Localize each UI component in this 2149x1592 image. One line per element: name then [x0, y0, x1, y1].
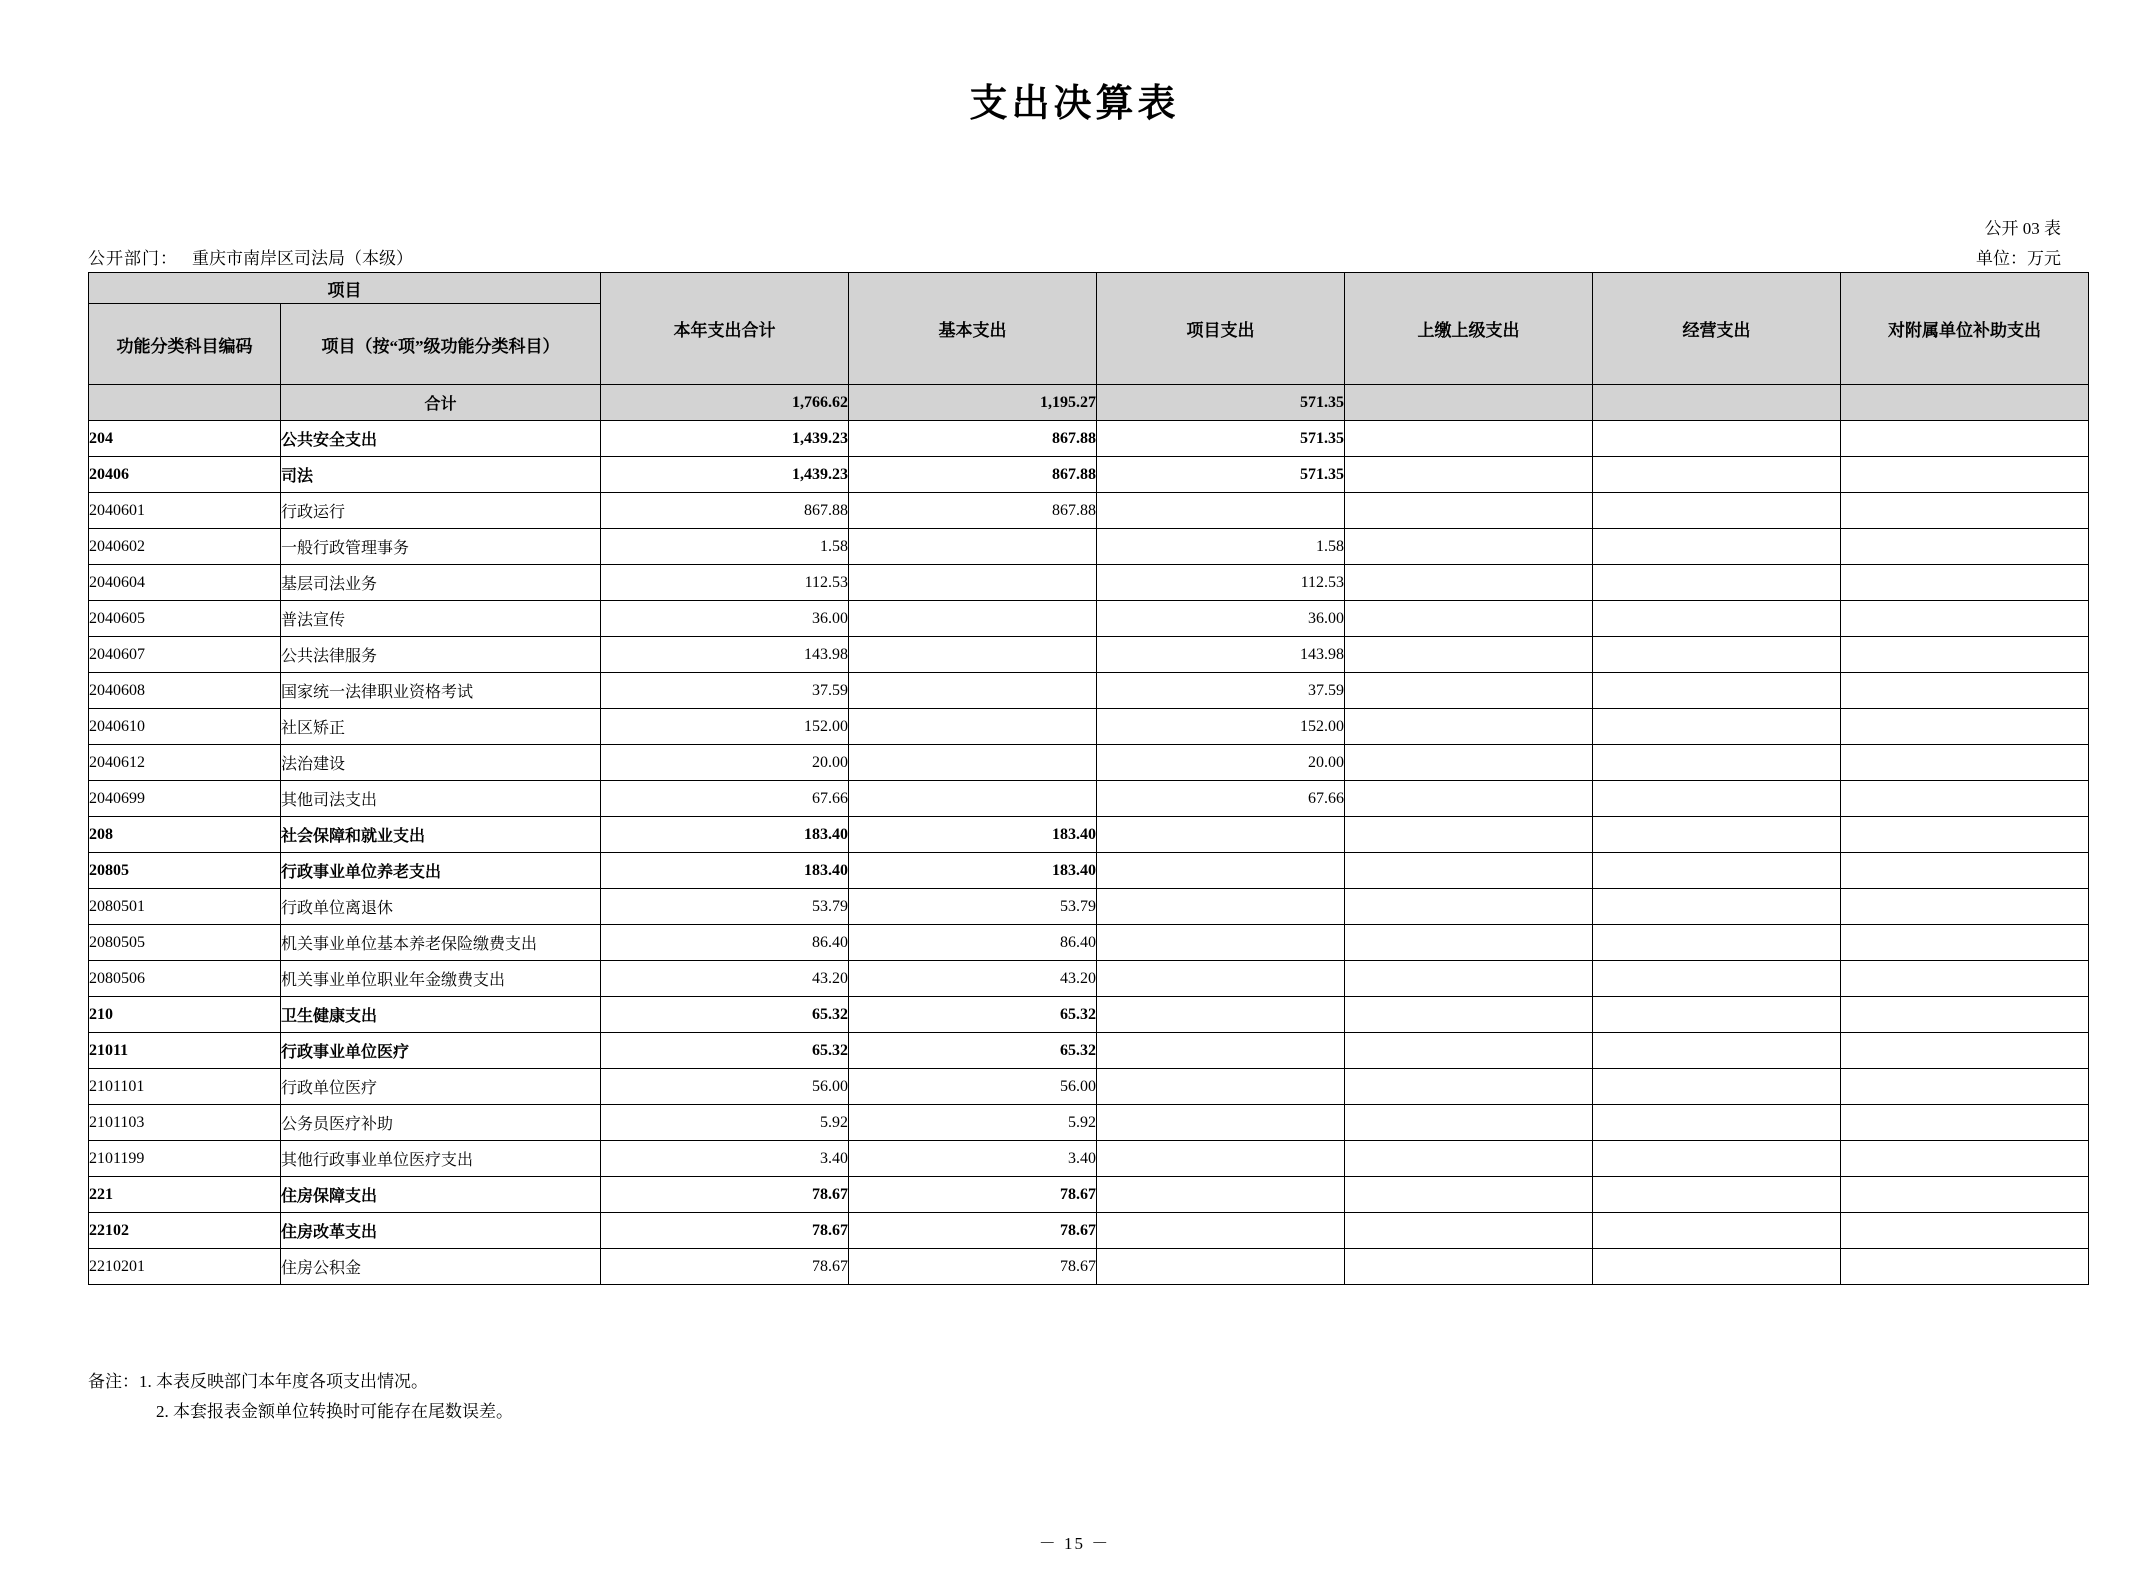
cell-basic [849, 781, 1097, 817]
cell-upper-remit [1345, 421, 1593, 457]
cell-subsidy [1841, 529, 2089, 565]
cell-upper-remit [1345, 709, 1593, 745]
cell-subsidy [1841, 997, 2089, 1033]
cell-upper-remit [1345, 1033, 1593, 1069]
cell-subsidy [1841, 853, 2089, 889]
table-row [89, 1141, 2089, 1177]
table-row [89, 493, 2089, 529]
cell-function-code: 2080506 [89, 961, 281, 997]
cell-function-code: 2040699 [89, 781, 281, 817]
cell-total: 78.67 [601, 1249, 849, 1285]
cell-total: 67.66 [601, 781, 849, 817]
cell-business [1593, 1105, 1841, 1141]
cell-total: 78.67 [601, 1213, 849, 1249]
cell-basic [849, 673, 1097, 709]
cell-item-name: 国家统一法律职业资格考试 [281, 673, 601, 709]
cell-total: 143.98 [601, 637, 849, 673]
cell-upper-remit [1345, 637, 1593, 673]
cell-upper-remit [1345, 1177, 1593, 1213]
cell-project [1097, 1177, 1345, 1213]
cell-function-code: 2101199 [89, 1141, 281, 1177]
cell-subsidy [1841, 421, 2089, 457]
cell-project: 571.35 [1097, 385, 1345, 421]
cell-subsidy [1841, 817, 2089, 853]
header-subsidy: 对附属单位补助支出 [1841, 273, 2089, 385]
cell-subsidy [1841, 385, 2089, 421]
cell-project: 20.00 [1097, 745, 1345, 781]
cell-basic [849, 637, 1097, 673]
cell-project [1097, 889, 1345, 925]
cell-business [1593, 961, 1841, 997]
cell-project [1097, 961, 1345, 997]
cell-business [1593, 853, 1841, 889]
page-title: 支出决算表 [969, 83, 1180, 125]
header-function-code: 功能分类科目编码 [89, 304, 281, 385]
cell-basic [849, 745, 1097, 781]
cell-business [1593, 673, 1841, 709]
table-row [89, 457, 2089, 493]
cell-project [1097, 853, 1345, 889]
header-basic: 基本支出 [849, 273, 1097, 385]
cell-function-code: 2040604 [89, 565, 281, 601]
cell-business [1593, 1249, 1841, 1285]
cell-basic: 867.88 [849, 457, 1097, 493]
cell-project: 67.66 [1097, 781, 1345, 817]
table-notes [88, 1367, 513, 1427]
table-row [89, 601, 2089, 637]
cell-upper-remit [1345, 817, 1593, 853]
cell-total: 152.00 [601, 709, 849, 745]
cell-total: 53.79 [601, 889, 849, 925]
cell-total: 1.58 [601, 529, 849, 565]
cell-business [1593, 1069, 1841, 1105]
cell-item-name: 行政事业单位养老支出 [281, 853, 601, 889]
form-meta [1976, 214, 2061, 274]
cell-project [1097, 1141, 1345, 1177]
table-row [89, 925, 2089, 961]
cell-subsidy [1841, 565, 2089, 601]
cell-subsidy [1841, 781, 2089, 817]
cell-project [1097, 997, 1345, 1033]
table-header [89, 273, 2089, 385]
cell-subsidy [1841, 601, 2089, 637]
table-row [89, 781, 2089, 817]
cell-basic: 867.88 [849, 421, 1097, 457]
table-row [89, 529, 2089, 565]
table-row [89, 1177, 2089, 1213]
cell-total: 56.00 [601, 1069, 849, 1105]
cell-basic: 86.40 [849, 925, 1097, 961]
cell-subsidy [1841, 493, 2089, 529]
cell-total: 1,439.23 [601, 457, 849, 493]
cell-item-name: 其他行政事业单位医疗支出 [281, 1141, 601, 1177]
cell-total: 65.32 [601, 1033, 849, 1069]
header-total: 本年支出合计 [601, 273, 849, 385]
cell-total: 183.40 [601, 817, 849, 853]
cell-basic: 3.40 [849, 1141, 1097, 1177]
cell-upper-remit [1345, 1069, 1593, 1105]
note-line-1: 备注：1. 本表反映部门本年度各项支出情况。 [88, 1372, 428, 1391]
cell-total: 86.40 [601, 925, 849, 961]
cell-total: 112.53 [601, 565, 849, 601]
cell-basic: 183.40 [849, 817, 1097, 853]
cell-subsidy [1841, 1105, 2089, 1141]
cell-function-code [89, 385, 281, 421]
cell-function-code: 2101101 [89, 1069, 281, 1105]
cell-basic: 78.67 [849, 1249, 1097, 1285]
cell-basic: 183.40 [849, 853, 1097, 889]
cell-business [1593, 1177, 1841, 1213]
table-row [89, 385, 2089, 421]
cell-item-name: 社区矫正 [281, 709, 601, 745]
cell-upper-remit [1345, 457, 1593, 493]
cell-basic [849, 709, 1097, 745]
amount-unit: 单位：万元 [1976, 249, 2061, 268]
cell-function-code: 210 [89, 997, 281, 1033]
cell-project: 1.58 [1097, 529, 1345, 565]
cell-basic [849, 529, 1097, 565]
cell-item-name: 行政运行 [281, 493, 601, 529]
cell-basic: 53.79 [849, 889, 1097, 925]
cell-basic: 65.32 [849, 1033, 1097, 1069]
cell-item-name: 机关事业单位基本养老保险缴费支出 [281, 925, 601, 961]
cell-item-name: 基层司法业务 [281, 565, 601, 601]
cell-subsidy [1841, 637, 2089, 673]
header-business: 经营支出 [1593, 273, 1841, 385]
cell-item-name: 机关事业单位职业年金缴费支出 [281, 961, 601, 997]
cell-item-name: 普法宣传 [281, 601, 601, 637]
cell-total: 3.40 [601, 1141, 849, 1177]
cell-project [1097, 1033, 1345, 1069]
cell-item-name: 一般行政管理事务 [281, 529, 601, 565]
department-label: 公开部门： [88, 249, 178, 268]
cell-function-code: 2101103 [89, 1105, 281, 1141]
cell-basic: 5.92 [849, 1105, 1097, 1141]
cell-business [1593, 493, 1841, 529]
table-body [89, 385, 2089, 1285]
cell-item-name: 合计 [281, 385, 601, 421]
cell-function-code: 2210201 [89, 1249, 281, 1285]
header-item-name: 项目（按“项”级功能分类科目） [281, 304, 601, 385]
cell-total: 5.92 [601, 1105, 849, 1141]
cell-subsidy [1841, 1213, 2089, 1249]
cell-business [1593, 421, 1841, 457]
cell-function-code: 2040612 [89, 745, 281, 781]
cell-business [1593, 385, 1841, 421]
cell-item-name: 司法 [281, 457, 601, 493]
cell-function-code: 2040610 [89, 709, 281, 745]
cell-subsidy [1841, 745, 2089, 781]
cell-upper-remit [1345, 385, 1593, 421]
table-row [89, 961, 2089, 997]
cell-project [1097, 1105, 1345, 1141]
cell-upper-remit [1345, 1141, 1593, 1177]
table-row [89, 853, 2089, 889]
cell-function-code: 2080501 [89, 889, 281, 925]
table-row [89, 1105, 2089, 1141]
cell-function-code: 21011 [89, 1033, 281, 1069]
cell-business [1593, 1141, 1841, 1177]
cell-upper-remit [1345, 781, 1593, 817]
cell-business [1593, 637, 1841, 673]
cell-upper-remit [1345, 961, 1593, 997]
cell-subsidy [1841, 1069, 2089, 1105]
cell-subsidy [1841, 1249, 2089, 1285]
cell-upper-remit [1345, 565, 1593, 601]
cell-business [1593, 709, 1841, 745]
cell-project [1097, 1249, 1345, 1285]
cell-subsidy [1841, 1177, 2089, 1213]
cell-item-name: 行政事业单位医疗 [281, 1033, 601, 1069]
cell-total: 867.88 [601, 493, 849, 529]
note-line-2: 2. 本套报表金额单位转换时可能存在尾数误差。 [88, 1402, 513, 1421]
cell-upper-remit [1345, 853, 1593, 889]
table-row [89, 817, 2089, 853]
cell-total: 43.20 [601, 961, 849, 997]
header-upper-remit: 上缴上级支出 [1345, 273, 1593, 385]
cell-function-code: 20406 [89, 457, 281, 493]
table-row [89, 1249, 2089, 1285]
cell-project [1097, 925, 1345, 961]
cell-subsidy [1841, 889, 2089, 925]
cell-upper-remit [1345, 745, 1593, 781]
cell-project: 112.53 [1097, 565, 1345, 601]
cell-upper-remit [1345, 889, 1593, 925]
cell-business [1593, 925, 1841, 961]
cell-item-name: 住房保障支出 [281, 1177, 601, 1213]
table-row [89, 1213, 2089, 1249]
cell-item-name: 行政单位医疗 [281, 1069, 601, 1105]
cell-subsidy [1841, 709, 2089, 745]
cell-upper-remit [1345, 1213, 1593, 1249]
cell-total: 36.00 [601, 601, 849, 637]
cell-project [1097, 817, 1345, 853]
cell-total: 37.59 [601, 673, 849, 709]
cell-total: 78.67 [601, 1177, 849, 1213]
cell-project [1097, 493, 1345, 529]
cell-subsidy [1841, 925, 2089, 961]
table-row [89, 745, 2089, 781]
cell-subsidy [1841, 457, 2089, 493]
cell-business [1593, 529, 1841, 565]
cell-upper-remit [1345, 493, 1593, 529]
cell-project: 36.00 [1097, 601, 1345, 637]
cell-business [1593, 781, 1841, 817]
table-row [89, 1069, 2089, 1105]
cell-basic: 1,195.27 [849, 385, 1097, 421]
cell-upper-remit [1345, 529, 1593, 565]
cell-function-code: 2040605 [89, 601, 281, 637]
cell-basic: 78.67 [849, 1213, 1097, 1249]
cell-function-code: 22102 [89, 1213, 281, 1249]
cell-business [1593, 997, 1841, 1033]
cell-total: 183.40 [601, 853, 849, 889]
cell-function-code: 221 [89, 1177, 281, 1213]
cell-basic: 65.32 [849, 997, 1097, 1033]
expenditure-table [88, 272, 2089, 1285]
cell-function-code: 2040608 [89, 673, 281, 709]
cell-project [1097, 1069, 1345, 1105]
header-project: 项目支出 [1097, 273, 1345, 385]
cell-business [1593, 457, 1841, 493]
cell-upper-remit [1345, 997, 1593, 1033]
cell-total: 1,439.23 [601, 421, 849, 457]
cell-business [1593, 601, 1841, 637]
cell-business [1593, 1213, 1841, 1249]
cell-basic: 43.20 [849, 961, 1097, 997]
cell-total: 1,766.62 [601, 385, 849, 421]
cell-function-code: 2080505 [89, 925, 281, 961]
cell-item-name: 公共安全支出 [281, 421, 601, 457]
department-line [88, 244, 413, 269]
header-project-group: 项目 [89, 273, 601, 304]
cell-project: 143.98 [1097, 637, 1345, 673]
cell-item-name: 法治建设 [281, 745, 601, 781]
cell-item-name: 公务员医疗补助 [281, 1105, 601, 1141]
cell-basic: 56.00 [849, 1069, 1097, 1105]
cell-basic [849, 565, 1097, 601]
cell-business [1593, 745, 1841, 781]
table-row [89, 637, 2089, 673]
cell-upper-remit [1345, 673, 1593, 709]
cell-function-code: 2040607 [89, 637, 281, 673]
page-number: － 15 － [1038, 1534, 1111, 1553]
table-row [89, 673, 2089, 709]
cell-item-name: 行政单位离退休 [281, 889, 601, 925]
table-row [89, 565, 2089, 601]
cell-basic: 78.67 [849, 1177, 1097, 1213]
cell-subsidy [1841, 1033, 2089, 1069]
form-code: 公开 03 表 [1984, 219, 2061, 238]
cell-business [1593, 565, 1841, 601]
cell-upper-remit [1345, 1105, 1593, 1141]
cell-subsidy [1841, 673, 2089, 709]
cell-project: 571.35 [1097, 421, 1345, 457]
cell-project: 152.00 [1097, 709, 1345, 745]
cell-business [1593, 889, 1841, 925]
cell-basic: 867.88 [849, 493, 1097, 529]
cell-item-name: 卫生健康支出 [281, 997, 601, 1033]
table-row [89, 1033, 2089, 1069]
cell-subsidy [1841, 961, 2089, 997]
cell-basic [849, 601, 1097, 637]
department-value: 重庆市南岸区司法局（本级） [192, 249, 413, 268]
cell-function-code: 208 [89, 817, 281, 853]
cell-item-name: 住房改革支出 [281, 1213, 601, 1249]
cell-upper-remit [1345, 601, 1593, 637]
table-row [89, 889, 2089, 925]
cell-project: 37.59 [1097, 673, 1345, 709]
table-row [89, 421, 2089, 457]
cell-total: 20.00 [601, 745, 849, 781]
document-page [0, 72, 2149, 1592]
cell-function-code: 2040601 [89, 493, 281, 529]
cell-business [1593, 1033, 1841, 1069]
cell-project [1097, 1213, 1345, 1249]
cell-subsidy [1841, 1141, 2089, 1177]
cell-item-name: 社会保障和就业支出 [281, 817, 601, 853]
cell-business [1593, 817, 1841, 853]
cell-item-name: 其他司法支出 [281, 781, 601, 817]
cell-function-code: 204 [89, 421, 281, 457]
cell-item-name: 公共法律服务 [281, 637, 601, 673]
table-row [89, 709, 2089, 745]
cell-total: 65.32 [601, 997, 849, 1033]
cell-item-name: 住房公积金 [281, 1249, 601, 1285]
cell-function-code: 20805 [89, 853, 281, 889]
cell-function-code: 2040602 [89, 529, 281, 565]
table-row [89, 997, 2089, 1033]
cell-project: 571.35 [1097, 457, 1345, 493]
cell-upper-remit [1345, 1249, 1593, 1285]
cell-upper-remit [1345, 925, 1593, 961]
